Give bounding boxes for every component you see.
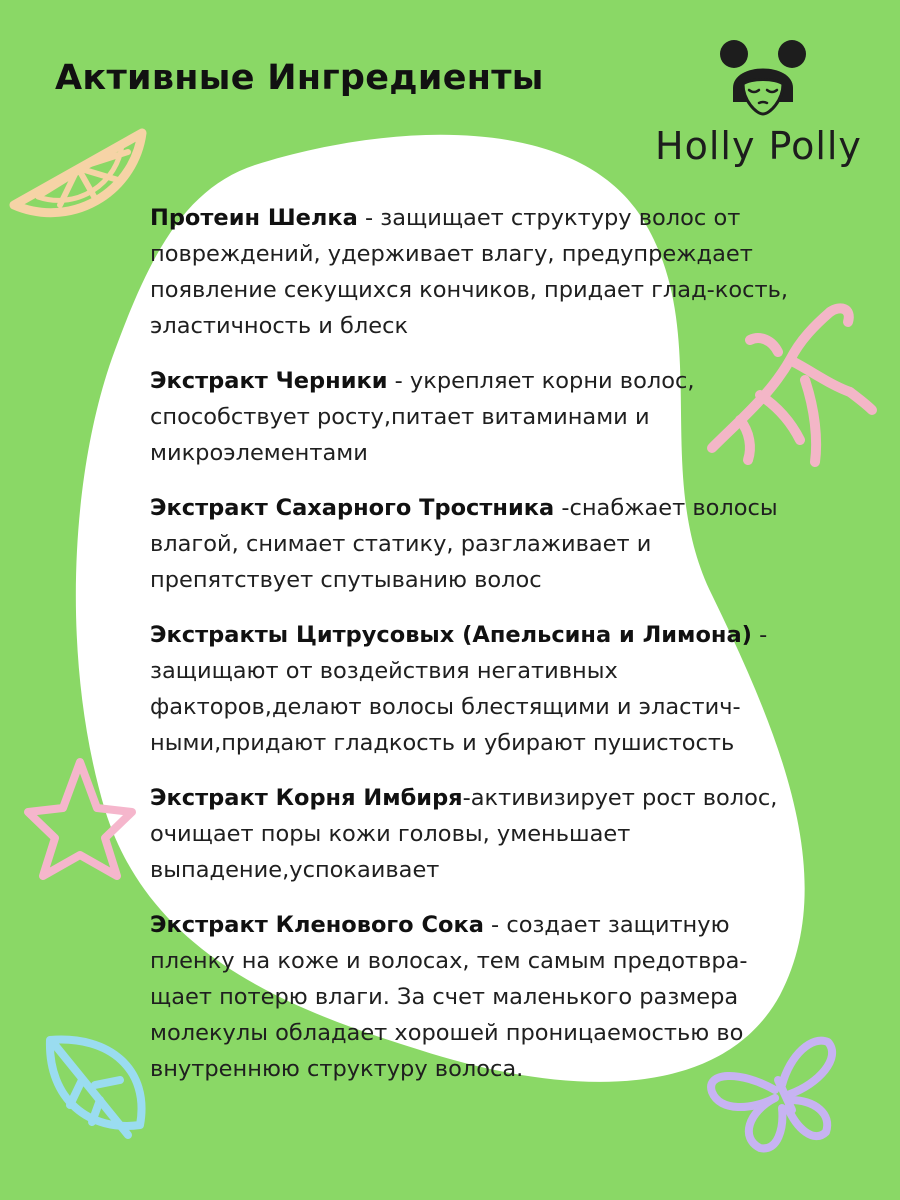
ingredient-description: - защищают от воздействия негативных факторов,делают волосы блестящими и эластич-ными,придают гладкость и убирают пушистость xyxy=(150,622,768,756)
ingredient-list xyxy=(150,200,795,1106)
ingredient-name: Экстракт Черники xyxy=(150,368,388,394)
ingredient-item xyxy=(150,617,795,761)
ingredient-description: -активизирует рост волос, очищает поры кожи головы, уменьшает выпадение,успокаивает xyxy=(150,785,778,883)
ingredient-item xyxy=(150,907,795,1087)
ingredient-name: Протеин Шелка xyxy=(150,205,358,231)
brand-name: Holly Polly xyxy=(655,124,862,168)
girl-logo-icon xyxy=(716,38,810,118)
ingredient-description: -снабжает волосы влагой, снимает статику, разглаживает и препятствует спутыванию волос xyxy=(150,495,778,593)
ingredient-item xyxy=(150,490,795,598)
orange-slice-icon xyxy=(14,133,142,213)
ingredient-name: Экстракты Цитрусовых (Апельсина и Лимона) xyxy=(150,622,752,648)
ingredient-description: - создает защитную пленку на коже и волосах, тем самым предотвра-щает потерю влаги. За счет маленького размера молекулы обладает хорошей проницаемостью во внутреннюю структуру волоса. xyxy=(150,912,748,1082)
leaf-icon xyxy=(50,1040,142,1135)
ingredient-description: - укрепляет корни волос, способствует росту,питает витаминами и микроэлементами xyxy=(150,368,695,466)
ingredient-item xyxy=(150,363,795,471)
ingredient-name: Экстракт Корня Имбиря xyxy=(150,785,463,811)
page-title: Активные Ингредиенты xyxy=(55,58,544,98)
ingredient-item xyxy=(150,200,795,344)
ingredient-description: - защищает структуру волос от повреждений, удерживает влагу, предупреждает появление секущихся кончиков, придает глад-кость, эластичность и блеск xyxy=(150,205,789,339)
ingredient-item xyxy=(150,780,795,888)
ingredient-name: Экстракт Сахарного Тростника xyxy=(150,495,555,521)
ingredient-name: Экстракт Кленового Сока xyxy=(150,912,484,938)
